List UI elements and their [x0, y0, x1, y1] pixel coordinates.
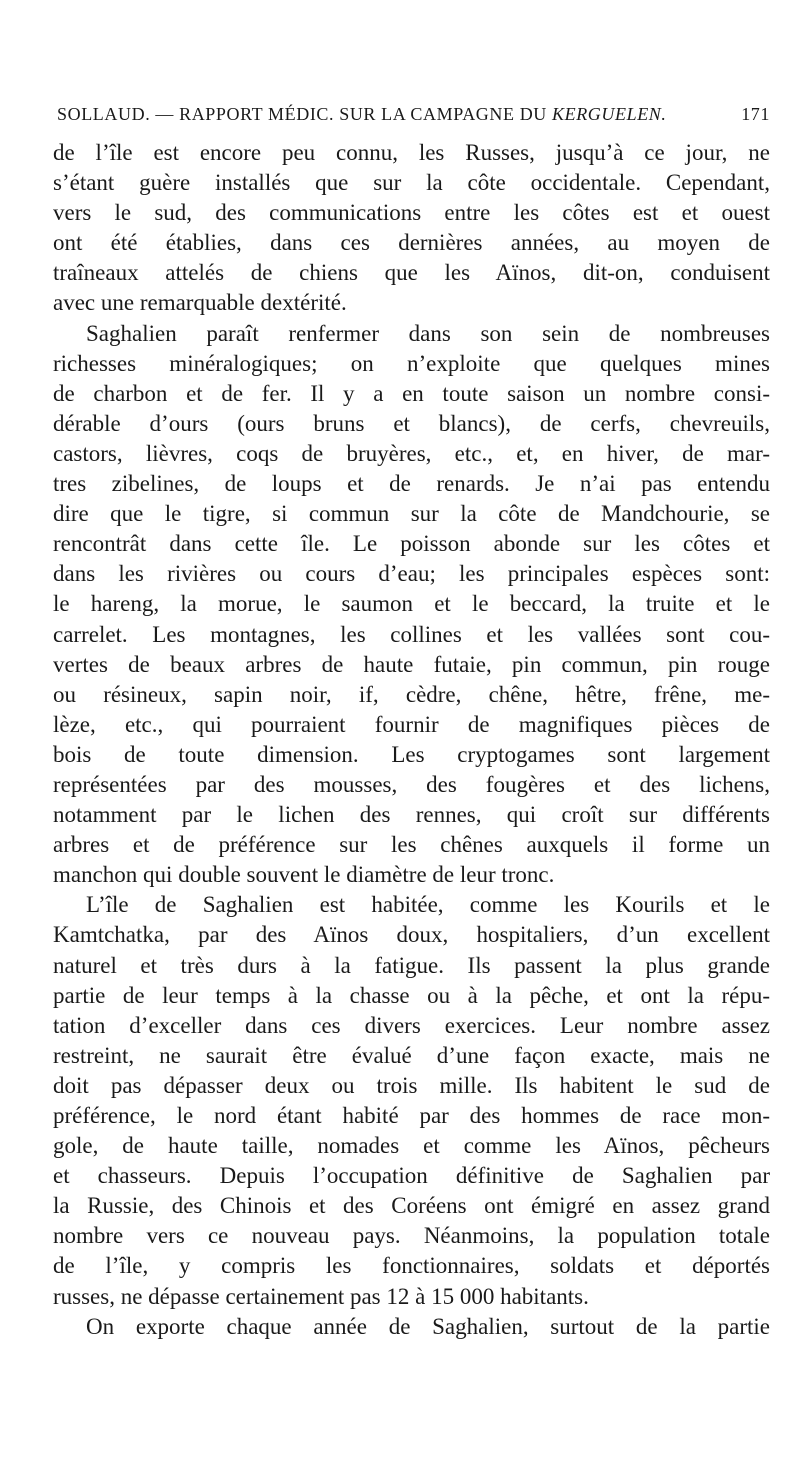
- text-line: Kamtchatka, par des Aïnos doux, hospitaliers, d’un excellent: [53, 922, 770, 948]
- running-title-text: SOLLAUD. — RAPPORT MÉDIC. SUR LA CAMPAGNE DU: [57, 104, 552, 124]
- text-line: nombre vers ce nouveau pays. Néanmoins, la population totale: [53, 1223, 770, 1249]
- text-line: représentées par des mousses, des fougères et des lichens,: [53, 771, 770, 797]
- text-line: tres zibelines, de loups et de renards. Je n’ai pas entendu: [53, 471, 770, 497]
- text-line: de charbon et de fer. Il y a en toute saison un nombre consi-: [53, 380, 770, 406]
- page-number: 171: [741, 104, 770, 124]
- text-line: notamment par le lichen des rennes, qui croît sur différents: [53, 802, 770, 828]
- text-line: gole, de haute taille, nomades et comme les Aïnos, pêcheurs: [53, 1133, 770, 1159]
- text-line: dire que le tigre, si commun sur la côte de Mandchourie, se: [53, 501, 770, 527]
- text-line: carrelet. Les montagnes, les collines et les vallées sont cou-: [53, 621, 770, 647]
- text-line: traîneaux attelés de chiens que les Aïnos, dit-on, conduisent: [53, 260, 770, 286]
- text-line: lèze, etc., qui pourraient fournir de magnifiques pièces de: [53, 711, 770, 737]
- text-line: doit pas dépasser deux ou trois mille. Ils habitent le sud de: [53, 1072, 770, 1098]
- text-line: le hareng, la morue, le saumon et le beccard, la truite et le: [53, 591, 770, 617]
- text-line: rencontrât dans cette île. Le poisson abonde sur les côtes et: [53, 531, 770, 557]
- text-line: manchon qui double souvent le diamètre de leur tronc.: [53, 862, 555, 888]
- text-line: tation d’exceller dans ces divers exercices. Leur nombre assez: [53, 1012, 770, 1038]
- text-line: ont été établies, dans ces dernières années, au moyen de: [53, 230, 770, 256]
- text-line: vers le sud, des communications entre les côtes est et ouest: [53, 200, 770, 226]
- text-line: dérable d’ours (ours bruns et blancs), de cerfs, chevreuils,: [53, 410, 770, 436]
- text-line: de l’île est encore peu connu, les Russes, jusqu’à ce jour, ne: [53, 140, 770, 165]
- paragraph-first-line: Saghalien paraît renfermer dans son sein de nombreuses: [86, 320, 770, 346]
- paragraph-first-line: On exporte chaque année de Saghalien, surtout de la partie: [86, 1313, 770, 1339]
- text-line: vertes de beaux arbres de haute futaie, pin commun, pin rouge: [53, 651, 770, 677]
- running-header: [57, 104, 770, 128]
- text-line: arbres et de préférence sur les chênes auxquels il forme un: [53, 832, 770, 858]
- text-line: et chasseurs. Depuis l’occupation définitive de Saghalien par: [53, 1163, 770, 1189]
- text-line: naturel et très durs à la fatigue. Ils passent la plus grande: [53, 952, 770, 978]
- ship-name: KERGUELEN.: [552, 104, 667, 124]
- text-line: castors, lièvres, coqs de bruyères, etc., et, en hiver, de mar-: [53, 440, 770, 466]
- text-line: restreint, ne saurait être évalué d’une façon exacte, mais ne: [53, 1042, 770, 1068]
- text-line: richesses minéralogiques; on n’exploite que quelques mines: [53, 350, 770, 376]
- paragraph-first-line: L’île de Saghalien est habitée, comme les Kourils et le: [86, 892, 770, 918]
- text-line: bois de toute dimension. Les cryptogames sont largement: [53, 741, 770, 767]
- running-title: [57, 104, 667, 125]
- text-line: ou résineux, sapin noir, if, cèdre, chêne, hêtre, frêne, me-: [53, 681, 770, 707]
- text-line: avec une remarquable dextérité.: [53, 290, 347, 316]
- text-line: préférence, le nord étant habité par des hommes de race mon-: [53, 1103, 770, 1128]
- text-line: dans les rivières ou cours d’eau; les principales espèces sont:: [53, 561, 770, 587]
- text-line: partie de leur temps à la chasse ou à la pêche, et ont la répu-: [53, 982, 770, 1008]
- text-line: russes, ne dépasse certainement pas 12 à 15 000 habitants.: [53, 1283, 589, 1309]
- text-line: la Russie, des Chinois et des Coréens ont émigré en assez grand: [53, 1193, 770, 1219]
- text-line: s’étant guère installés que sur la côte occidentale. Cependant,: [53, 170, 770, 196]
- text-line: de l’île, y compris les fonctionnaires, soldats et déportés: [53, 1253, 770, 1279]
- body-text: [53, 138, 770, 1342]
